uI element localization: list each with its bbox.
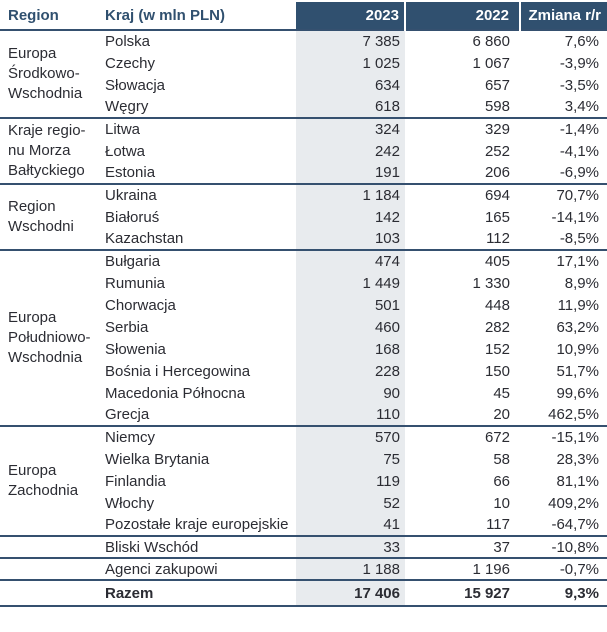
region-label-line: Europa	[8, 309, 57, 326]
country-cell: Bułgaria	[103, 250, 296, 272]
change-cell: 9,3%	[520, 580, 607, 606]
value-2022-cell: 405	[405, 250, 520, 272]
value-2023-cell: 168	[296, 338, 405, 360]
value-2022-cell: 672	[405, 426, 520, 448]
change-cell: 70,7%	[520, 184, 607, 206]
header-change: Zmiana r/r	[520, 2, 607, 30]
value-2023-cell: 634	[296, 74, 405, 96]
change-cell: -10,8%	[520, 536, 607, 558]
change-cell: 51,7%	[556, 362, 599, 380]
region-label-line: Środkowo-	[8, 65, 80, 82]
country-cell: Niemcy	[103, 426, 296, 448]
value-2023-cell: 618	[296, 96, 405, 118]
header-row	[0, 2, 607, 30]
value-2023-cell: 142	[296, 206, 405, 228]
value-2022-cell: 282	[484, 318, 510, 336]
table-body	[0, 30, 607, 606]
region-label-line: Wschodni	[8, 218, 74, 235]
header-region: Region	[0, 2, 103, 30]
value-2022-cell: 66	[493, 472, 510, 490]
value-2023-cell: 90	[296, 382, 405, 404]
change-cell: -8,5%	[559, 230, 599, 247]
region-label-line: Wschodnia	[8, 85, 83, 102]
table-row	[0, 184, 607, 206]
change-cell: 462,5%	[548, 406, 599, 423]
country-cell: Macedonia Północna	[105, 384, 246, 402]
total-row	[0, 580, 607, 606]
value-2022-cell: 1 196	[405, 558, 520, 580]
region-label-line: Region	[8, 198, 56, 215]
country-cell: Bliski Wschód	[103, 536, 296, 558]
change-cell: -6,9%	[559, 164, 599, 181]
country-cell: Pozostałe kraje europejskie	[105, 516, 289, 533]
change-cell: -0,7%	[520, 558, 607, 580]
value-2023-cell: 41	[296, 514, 405, 536]
region-cell	[0, 184, 103, 250]
change-cell: 63,2%	[556, 318, 599, 336]
value-2022-cell: 1 067	[472, 54, 510, 72]
change-cell: -4,1%	[559, 142, 599, 160]
value-2023-cell: 570	[296, 426, 405, 448]
value-2022-cell: 150	[484, 362, 510, 380]
value-2023-cell: 1 184	[296, 184, 405, 206]
value-2022-cell: 20	[493, 406, 510, 423]
country-cell: Czechy	[105, 54, 156, 72]
country-cell: Agenci zakupowi	[103, 558, 296, 580]
region-cell	[0, 250, 103, 426]
country-cell: Polska	[105, 33, 151, 50]
change-cell: 409,2%	[548, 494, 599, 512]
table-row	[0, 426, 607, 448]
change-cell: -1,4%	[520, 118, 607, 140]
table-row	[0, 250, 607, 272]
change-cell: 17,1%	[520, 250, 607, 272]
value-2023-cell: 501	[296, 294, 405, 316]
value-2022-cell: 206	[484, 164, 510, 181]
region-cell	[0, 558, 103, 580]
value-2023-cell: 103	[296, 228, 405, 250]
value-2023-cell: 1 449	[296, 272, 405, 294]
country-cell: Bośnia i Hercegowina	[105, 362, 251, 380]
change-cell: 81,1%	[556, 472, 599, 490]
country-cell: Rumunia	[105, 274, 166, 292]
country-cell: Włochy	[105, 494, 155, 512]
country-cell: Grecja	[105, 406, 150, 423]
region-label-line: Zachodnia	[8, 482, 79, 499]
region-cell	[0, 580, 103, 606]
header-2023: 2023	[296, 2, 405, 30]
header-country: Kraj (w mln PLN)	[103, 2, 296, 30]
table-row	[0, 536, 607, 558]
change-cell: 11,9%	[557, 296, 599, 314]
value-2022-cell: 152	[484, 340, 510, 358]
value-2022-cell: 252	[484, 142, 510, 160]
country-cell: Białoruś	[105, 208, 160, 226]
change-cell: 28,3%	[556, 450, 599, 468]
value-2022-cell: 37	[405, 536, 520, 558]
region-label-line: Południowo-	[8, 329, 91, 346]
country-cell: Razem	[103, 580, 296, 606]
table-row	[0, 558, 607, 580]
value-2023-cell: 52	[296, 492, 405, 514]
country-cell: Węgry	[105, 98, 149, 115]
region-label-line: Bałtyckiego	[8, 162, 85, 179]
country-cell: Serbia	[105, 318, 149, 336]
value-2023-cell: 474	[296, 250, 405, 272]
change-cell: -3,9%	[559, 54, 599, 72]
region-label-line: Kraje regio-	[8, 122, 86, 139]
country-cell: Wielka Brytania	[105, 450, 210, 468]
value-2022-cell: 6 860	[472, 33, 510, 50]
value-2022-cell: 694	[405, 184, 520, 206]
table-row	[0, 30, 607, 52]
value-2022-cell: 657	[484, 76, 510, 94]
value-2023-cell: 191	[296, 162, 405, 184]
country-cell: Słowenia	[105, 340, 166, 358]
change-cell: 8,9%	[564, 274, 599, 292]
region-cell	[0, 30, 103, 118]
value-2023-cell: 460	[296, 316, 405, 338]
value-2022-cell: 448	[484, 296, 510, 314]
country-cell: Słowacja	[105, 76, 166, 94]
value-2022-cell: 10	[493, 494, 510, 512]
country-cell: Kazachstan	[105, 230, 184, 247]
region-cell	[0, 118, 103, 184]
region-cell	[0, 536, 103, 558]
value-2023-cell: 33	[296, 536, 405, 558]
region-cell	[0, 426, 103, 536]
change-cell: -64,7%	[551, 516, 599, 533]
value-2023-cell: 228	[296, 360, 405, 382]
change-cell: 99,6%	[556, 384, 599, 402]
region-label-line: nu Morza	[8, 142, 71, 159]
change-cell: 3,4%	[564, 98, 599, 115]
country-cell: Ukraina	[103, 184, 296, 206]
country-cell: Litwa	[103, 118, 296, 140]
value-2023-cell: 1 025	[296, 52, 405, 74]
value-2023-cell: 110	[296, 404, 405, 426]
value-2022-cell: 112	[486, 230, 510, 247]
header-2022: 2022	[405, 2, 520, 30]
value-2023-cell: 17 406	[296, 580, 405, 606]
sales-by-country-table	[0, 2, 607, 607]
value-2022-cell: 45	[493, 384, 510, 402]
region-label-line: Wschodnia	[8, 349, 83, 366]
value-2022-cell: 58	[493, 450, 510, 468]
change-cell: 10,9%	[556, 340, 599, 358]
change-cell: -14,1%	[551, 208, 599, 226]
value-2022-cell: 117	[486, 516, 510, 533]
value-2023-cell: 75	[296, 448, 405, 470]
value-2023-cell: 7 385	[296, 30, 405, 52]
change-cell: 7,6%	[564, 33, 599, 50]
region-label-line: Europa	[8, 462, 57, 479]
change-cell: -3,5%	[559, 76, 599, 94]
value-2022-cell: 598	[484, 98, 510, 115]
value-2022-cell: 329	[405, 118, 520, 140]
country-cell: Finlandia	[105, 472, 166, 490]
country-cell: Chorwacja	[105, 296, 176, 314]
table-row	[0, 118, 607, 140]
table-header	[0, 2, 607, 30]
value-2022-cell: 165	[484, 208, 510, 226]
value-2023-cell: 1 188	[296, 558, 405, 580]
value-2023-cell: 324	[296, 118, 405, 140]
value-2023-cell: 242	[296, 140, 405, 162]
country-cell: Estonia	[105, 164, 156, 181]
value-2023-cell: 119	[296, 470, 405, 492]
change-cell: -15,1%	[520, 426, 607, 448]
country-cell: Łotwa	[105, 142, 146, 160]
region-label-line: Europa	[8, 45, 57, 62]
value-2022-cell: 1 330	[472, 274, 510, 292]
value-2022-cell: 15 927	[405, 580, 520, 606]
